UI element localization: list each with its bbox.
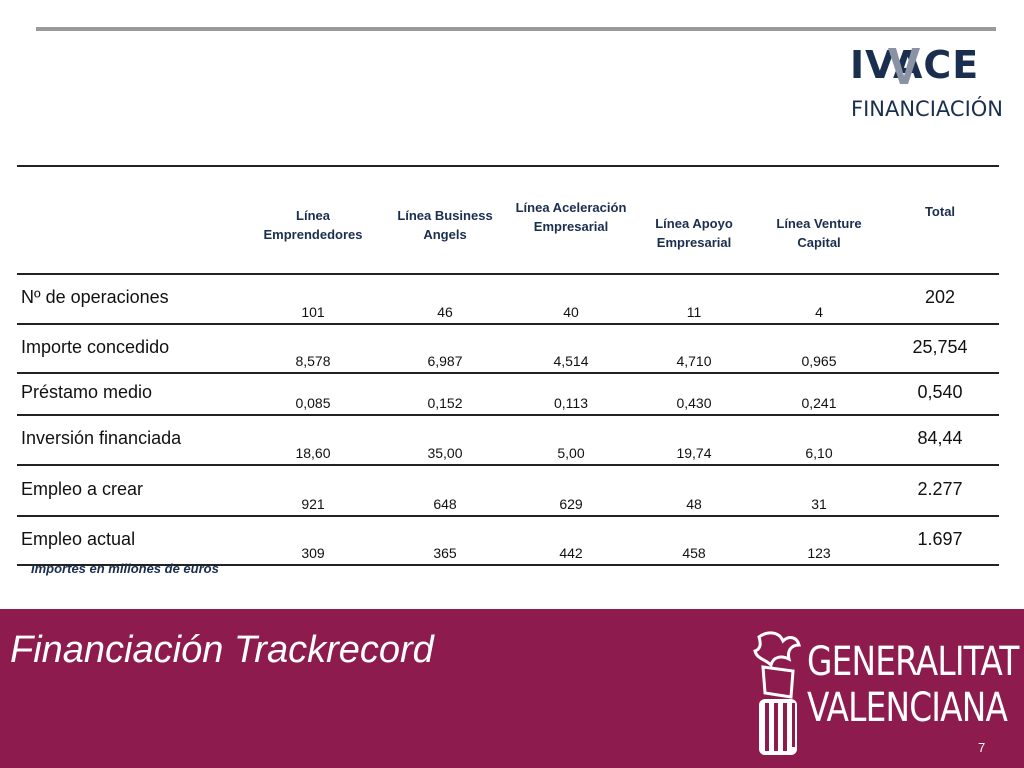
cell-total: 84,44: [881, 415, 999, 465]
table-header-row: [17, 166, 999, 274]
generalitat-valenciana-wordmark: [807, 639, 1019, 731]
cell-value: 48: [631, 465, 757, 516]
ivace-logo: [846, 40, 1004, 130]
row-label: Inversión financiada: [17, 415, 247, 465]
table-row: [17, 274, 999, 324]
cell-total: 202: [881, 274, 999, 324]
cell-value: 6,987: [379, 324, 511, 373]
cell-value: 35,00: [379, 415, 511, 465]
cell-value: 31: [757, 465, 881, 516]
table-row: [17, 516, 999, 565]
cell-value: 458: [631, 516, 757, 565]
footer-band: [0, 609, 1024, 768]
page-number: 7: [978, 740, 986, 755]
row-label: Empleo actual: [17, 516, 247, 565]
cell-value: 0,241: [757, 373, 881, 415]
cell-value: 4,710: [631, 324, 757, 373]
cell-value: 0,430: [631, 373, 757, 415]
top-divider: [36, 27, 996, 31]
row-label: Préstamo medio: [17, 373, 247, 415]
cell-value: 0,085: [247, 373, 379, 415]
slide-title: Financiación Trackrecord: [10, 629, 434, 671]
cell-value: 123: [757, 516, 881, 565]
ivace-logo-subtitle: FINANCIACIÓN: [851, 97, 1004, 121]
header-cell-empty: [17, 166, 247, 274]
cell-value: 101: [247, 274, 379, 324]
cell-value: 6,10: [757, 415, 881, 465]
cell-value: 365: [379, 516, 511, 565]
cell-total: 0,540: [881, 373, 999, 415]
cell-value: 4: [757, 274, 881, 324]
trackrecord-table-wrapper: [17, 165, 999, 566]
cell-value: 629: [511, 465, 631, 516]
header-linea-venture-capital: Línea Venture Capital: [757, 166, 881, 274]
cell-value: 11: [631, 274, 757, 324]
cell-value: 8,578: [247, 324, 379, 373]
cell-value: 0,965: [757, 324, 881, 373]
cell-value: 40: [511, 274, 631, 324]
bat-crest-icon: [745, 627, 809, 757]
header-linea-emprendedores: Línea Emprendedores: [247, 166, 379, 274]
header-total: Total: [881, 166, 999, 274]
ivace-logo-mark-icon: [882, 40, 922, 86]
header-linea-aceleracion: Línea Aceleración Empresarial: [511, 166, 631, 274]
cell-value: 19,74: [631, 415, 757, 465]
header-linea-business-angels: Línea Business Angels: [379, 166, 511, 274]
trackrecord-table: [17, 165, 999, 566]
table-row: [17, 373, 999, 415]
units-note: Importes en millones de euros: [31, 561, 219, 576]
table-row: [17, 324, 999, 373]
cell-value: 442: [511, 516, 631, 565]
cell-value: 0,152: [379, 373, 511, 415]
ivace-logo-word: IVACE: [850, 43, 980, 87]
cell-total: 1.697: [881, 516, 999, 565]
cell-value: 309: [247, 516, 379, 565]
cell-total: 2.277: [881, 465, 999, 516]
logo-line-valenciana: VALENCIANA: [807, 685, 1008, 731]
cell-value: 648: [379, 465, 511, 516]
cell-value: 4,514: [511, 324, 631, 373]
cell-value: 5,00: [511, 415, 631, 465]
row-label: Empleo a crear: [17, 465, 247, 516]
logo-line-generalitat: GENERALITAT: [807, 639, 1019, 685]
generalitat-valenciana-logo: [745, 627, 1019, 757]
cell-value: 46: [379, 274, 511, 324]
cell-value: 921: [247, 465, 379, 516]
table-row: [17, 465, 999, 516]
cell-total: 25,754: [881, 324, 999, 373]
header-linea-apoyo: Línea Apoyo Empresarial: [631, 166, 757, 274]
row-label: Nº de operaciones: [17, 274, 247, 324]
cell-value: 0,113: [511, 373, 631, 415]
table-row: [17, 415, 999, 465]
row-label: Importe concedido: [17, 324, 247, 373]
cell-value: 18,60: [247, 415, 379, 465]
